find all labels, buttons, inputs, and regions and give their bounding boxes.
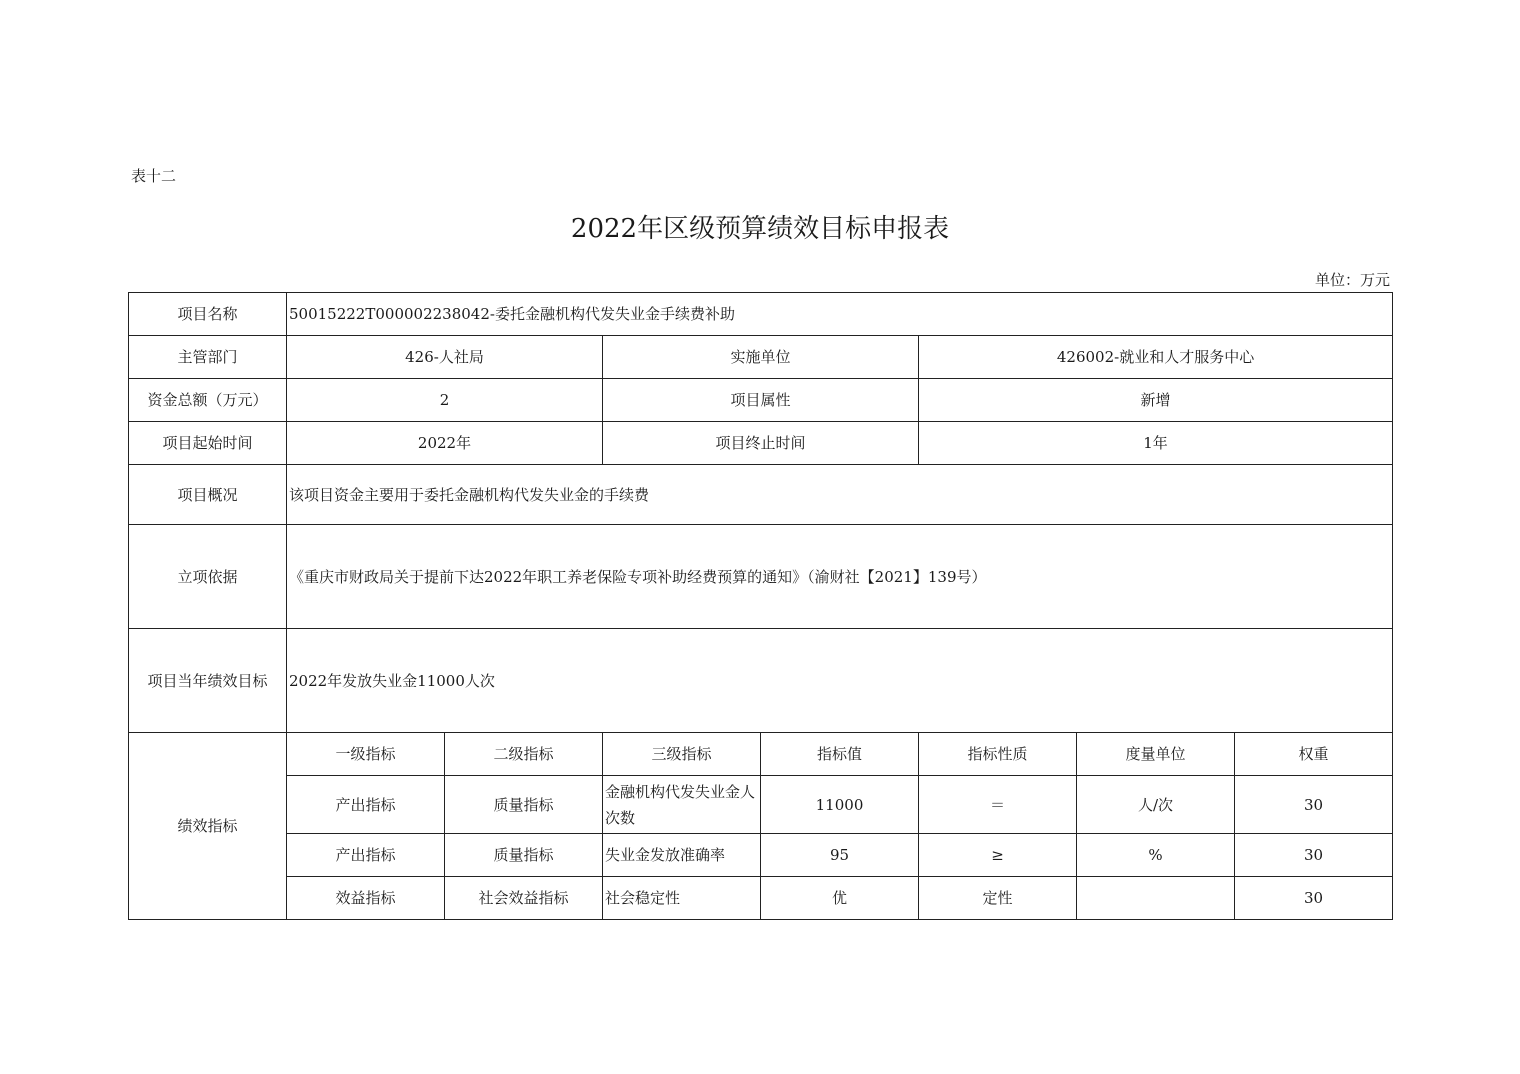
indicator-level2: 质量指标 xyxy=(445,834,603,877)
header-unit: 度量单位 xyxy=(1077,733,1235,776)
indicator-unit: % xyxy=(1077,834,1235,877)
indicator-level2: 社会效益指标 xyxy=(445,877,603,920)
row-goal xyxy=(129,629,1393,733)
overview-label: 项目概况 xyxy=(129,465,287,525)
basis-value: 《重庆市财政局关于提前下达2022年职工养老保险专项补助经费预算的通知》（渝财社【2021】139号） xyxy=(287,525,1393,629)
indicator-nature: ≥ xyxy=(919,834,1077,877)
goal-label: 项目当年绩效目标 xyxy=(129,629,287,733)
indicator-nature: 定性 xyxy=(919,877,1077,920)
indicator-level3: 失业金发放准确率 xyxy=(603,834,761,877)
overview-value: 该项目资金主要用于委托金融机构代发失业金的手续费 xyxy=(287,465,1393,525)
indicator-unit xyxy=(1077,877,1235,920)
impl-unit-value: 426002-就业和人才服务中心 xyxy=(919,336,1393,379)
project-name-label: 项目名称 xyxy=(129,293,287,336)
header-value: 指标值 xyxy=(761,733,919,776)
indicator-level3: 金融机构代发失业金人次数 xyxy=(603,776,761,834)
table-label: 表十二 xyxy=(131,167,177,185)
indicator-header-row xyxy=(129,733,1393,776)
basis-label: 立项依据 xyxy=(129,525,287,629)
row-funds xyxy=(129,379,1393,422)
header-level3: 三级指标 xyxy=(603,733,761,776)
attribute-label: 项目属性 xyxy=(603,379,919,422)
dept-value: 426-人社局 xyxy=(287,336,603,379)
total-funds-value: 2 xyxy=(287,379,603,422)
impl-unit-label: 实施单位 xyxy=(603,336,919,379)
project-name-value: 50015222T000002238042-委托金融机构代发失业金手续费补助 xyxy=(287,293,1393,336)
header-level2: 二级指标 xyxy=(445,733,603,776)
indicator-level1: 产出指标 xyxy=(287,776,445,834)
row-overview xyxy=(129,465,1393,525)
indicator-nature: ＝ xyxy=(919,776,1077,834)
indicator-level2: 质量指标 xyxy=(445,776,603,834)
attribute-value: 新增 xyxy=(919,379,1393,422)
indicator-weight: 30 xyxy=(1235,834,1393,877)
indicator-value: 优 xyxy=(761,877,919,920)
unit-note: 单位：万元 xyxy=(1314,271,1390,289)
indicators-section-label: 绩效指标 xyxy=(129,733,287,920)
page-title: 2022年区级预算绩效目标申报表 xyxy=(570,214,950,244)
budget-performance-table xyxy=(128,292,1393,920)
indicator-weight: 30 xyxy=(1235,877,1393,920)
indicator-row xyxy=(129,877,1393,920)
start-label: 项目起始时间 xyxy=(129,422,287,465)
indicator-weight: 30 xyxy=(1235,776,1393,834)
indicator-unit: 人/次 xyxy=(1077,776,1235,834)
indicator-level1: 产出指标 xyxy=(287,834,445,877)
row-project-name xyxy=(129,293,1393,336)
indicator-row xyxy=(129,834,1393,877)
end-value: 1年 xyxy=(919,422,1393,465)
goal-value: 2022年发放失业金11000人次 xyxy=(287,629,1393,733)
dept-label: 主管部门 xyxy=(129,336,287,379)
row-time xyxy=(129,422,1393,465)
header-nature: 指标性质 xyxy=(919,733,1077,776)
header-level1: 一级指标 xyxy=(287,733,445,776)
row-basis xyxy=(129,525,1393,629)
row-department xyxy=(129,336,1393,379)
total-funds-label: 资金总额（万元） xyxy=(129,379,287,422)
indicator-value: 11000 xyxy=(761,776,919,834)
header-weight: 权重 xyxy=(1235,733,1393,776)
start-value: 2022年 xyxy=(287,422,603,465)
end-label: 项目终止时间 xyxy=(603,422,919,465)
indicator-row xyxy=(129,776,1393,834)
indicator-level1: 效益指标 xyxy=(287,877,445,920)
indicator-value: 95 xyxy=(761,834,919,877)
indicator-level3: 社会稳定性 xyxy=(603,877,761,920)
